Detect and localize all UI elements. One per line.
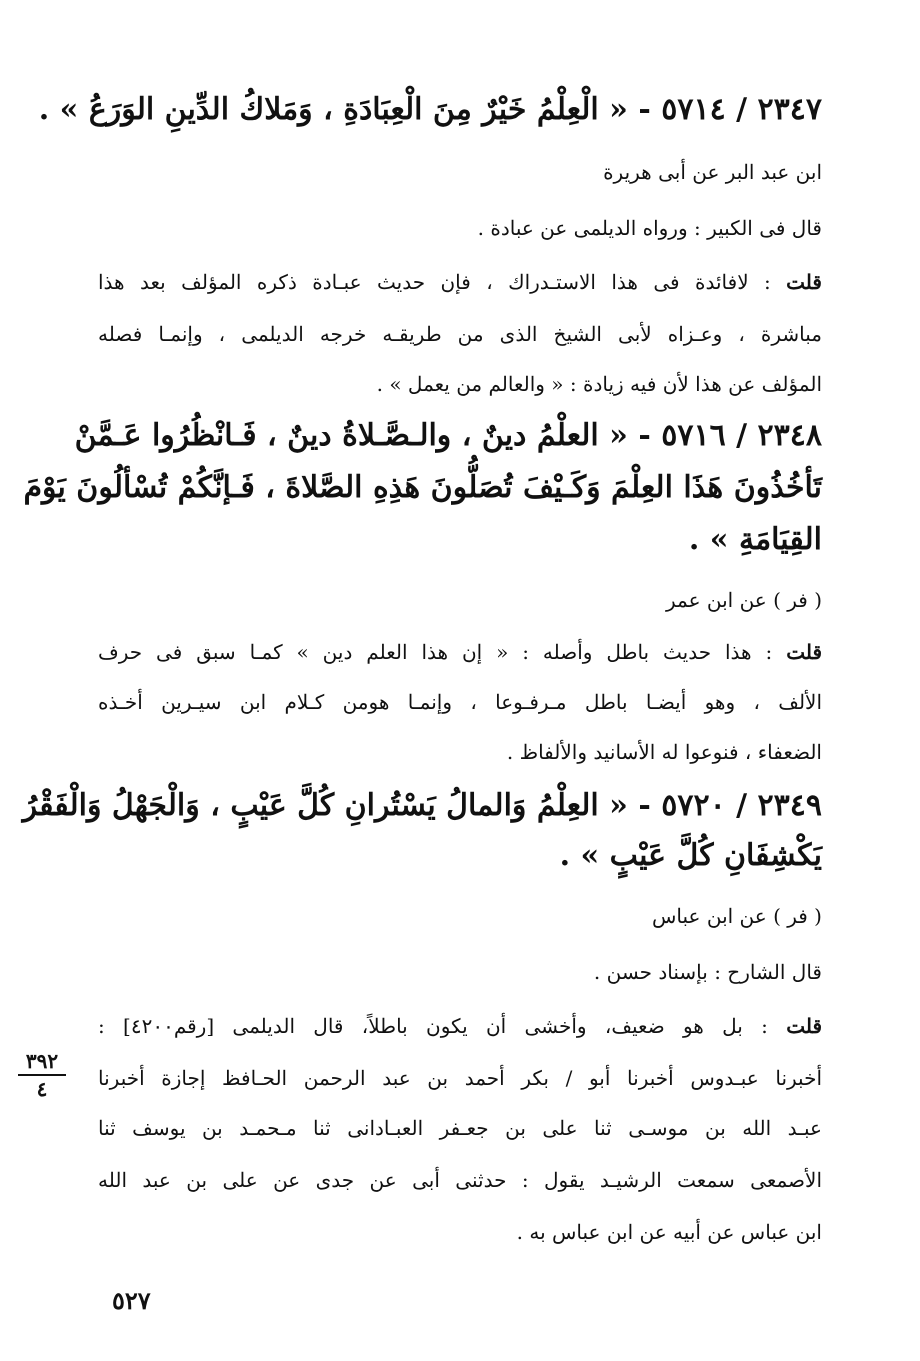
- qult-commentary-line: الضعفاء ، فنوعوا له الأسانيد والألفاظ .: [506, 740, 822, 764]
- qult-label: قلت: [786, 640, 823, 664]
- hadith-text: القِيَامَةِ » .: [688, 522, 822, 557]
- commentary-note: قال الشارح : بإسناد حسن .: [593, 960, 822, 984]
- hadith-text: يَكْشِفَانِ كُلَّ عَيْبٍ » .: [559, 838, 822, 873]
- hadith-source: ( فر ) عن ابن عمر: [665, 588, 822, 612]
- qult-commentary-line: الأصمعى سمعت الرشيـد يقول : حدثنى أبى عن جدى عن على بن عبد الله: [98, 1168, 822, 1192]
- hadith-text: ٢٣٤٩ / ٥٧٢٠ - « العِلْمُ وَالمالُ يَسْتُرانِ كُلَّ عَيْبٍ ، وَالْجَهْلُ وَالْفَقْرُ: [22, 788, 822, 823]
- qult-commentary-line: الألف ، وهو أيضـا باطل مـرفـوعا ، وإنمـا هومن كـلام ابن سيـرين أخـذه: [98, 690, 822, 714]
- margin-ref-divider: [18, 1074, 66, 1076]
- qult-commentary-line: قلت : بل هو ضعيف، وأخشى أن يكون باطلاً، قال الديلمى [رقم٤٢٠٠] :: [98, 1014, 823, 1038]
- qult-commentary-line: المؤلف عن هذا لأن فيه زيادة : « والعالم من يعمل » .: [376, 372, 822, 396]
- hadith-text: ٢٣٤٧ / ٥٧١٤ - « الْعِلْمُ خَيْرٌ مِنَ الْعِبَادَةِ ، وَمَلاكُ الدِّينِ الوَرَعُ » .: [38, 92, 822, 127]
- hadith-source: ابن عبد البر عن أبى هريرة: [603, 160, 822, 184]
- qult-commentary-line: قلت : هذا حديث باطل وأصله : « إن هذا العلم دين » كمـا سبق فى حرف: [98, 640, 823, 664]
- qult-commentary-line: قلت : لافائدة فى هذا الاستـدراك ، فإن حديث عبـادة ذكره المؤلف بعد هذا: [98, 270, 822, 294]
- qult-commentary-line: مباشرة ، وعـزاه لأبى الشيخ الذى من طريقـه خرجه الديلمى ، وإنمـا فصله: [98, 322, 822, 346]
- page-number: ٥٢٧: [112, 1286, 151, 1315]
- qult-commentary-line: ابن عباس عن أبيه عن ابن عباس به .: [516, 1220, 822, 1244]
- margin-ref-top: ٣٩٢: [25, 1049, 59, 1073]
- margin-ref-bottom: ٤: [36, 1077, 48, 1101]
- qult-commentary-line: عبـد الله بن موسـى ثنا على بن جعـفر العبـادانى ثنا مـحمـد بن يوسف ثنا: [98, 1116, 822, 1140]
- commentary-note: قال فى الكبير : ورواه الديلمى عن عبادة .: [477, 216, 822, 240]
- hadith-source: ( فر ) عن ابن عباس: [652, 904, 822, 928]
- qult-label: قلت: [786, 1014, 823, 1038]
- hadith-text: ٢٣٤٨ / ٥٧١٦ - « العلْمُ دينٌ ، والـصَّـلاةُ دينٌ ، فَـانْظُرُوا عَـمَّنْ: [74, 418, 822, 453]
- hadith-text: تَأخُذُونَ هَذَا العِلْمَ وَكَـيْفَ تُصَلُّونَ هَذِهِ الصَّلاةَ ، فَـإنَّكُمْ تُسْألُونَ يَوْمَ: [23, 470, 822, 505]
- qult-label: قلت: [786, 270, 822, 294]
- margin-volume-reference: [16, 1050, 68, 1100]
- qult-commentary-line: أخبرنا عبـدوس أخبرنا أبو / بكر أحمد بن عبد الرحمن الحـافظ إجازة أخبرنا: [98, 1066, 822, 1090]
